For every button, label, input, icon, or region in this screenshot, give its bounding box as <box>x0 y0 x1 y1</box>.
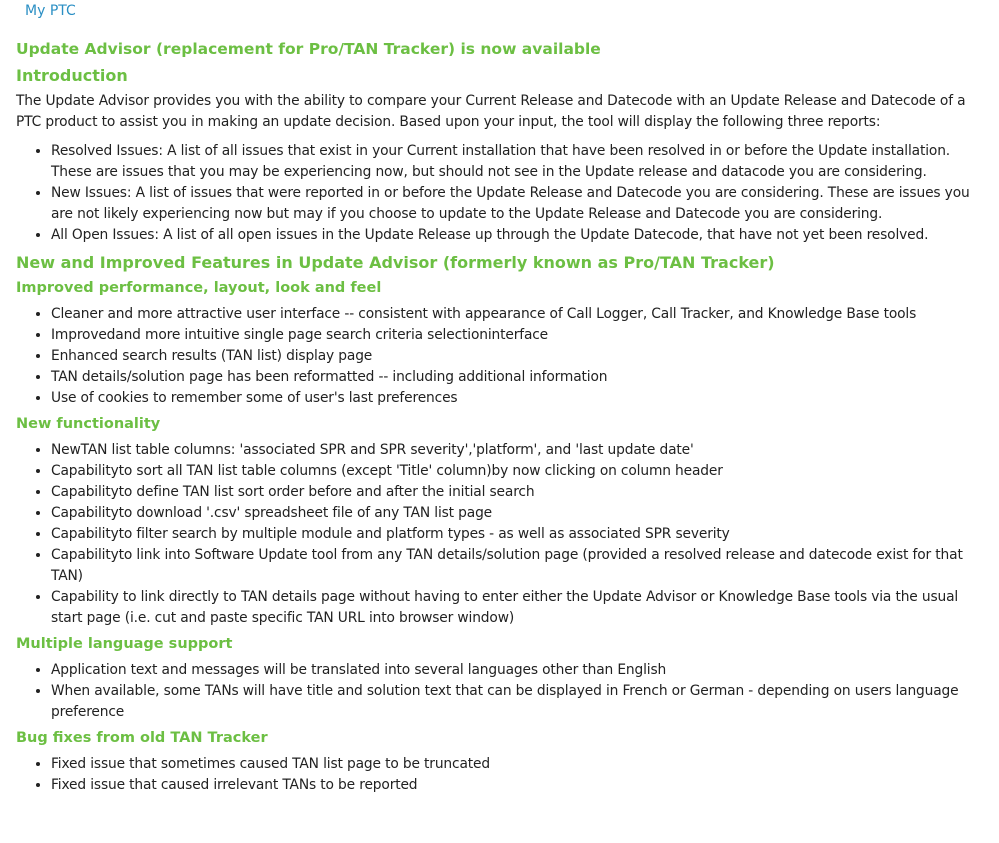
bugfixes-heading: Bug fixes from old TAN Tracker <box>16 730 268 746</box>
functionality-list <box>16 440 976 629</box>
list-item: • Capabilityto link into Software Update tool from any TAN details/solution page (provided a resolved release and datecode exist for that TAN) <box>51 545 976 587</box>
list-item: • New Issues: A list of issues that were reported in or before the Update Release and Datecode you are considering. These are issues you are not likely experiencing now but may if you choose to update to the Update Release and Datecode you are considering. <box>51 183 976 225</box>
list-item: • Capabilityto filter search by multiple module and platform types - as well as associated SPR severity <box>51 524 976 545</box>
list-item: • Enhanced search results (TAN list) display page <box>51 346 976 367</box>
list-item: • Capabilityto sort all TAN list table columns (except 'Title' column)by now clicking on column header <box>51 461 976 482</box>
performance-list <box>16 304 976 409</box>
intro-paragraph: The Update Advisor provides you with the ability to compare your Current Release and Datecode with an Update Release and Datecode of a PTC product to assist you in making an update decision. Based upon your input, the tool will display the following three reports: <box>16 93 966 130</box>
intro-list <box>16 141 976 246</box>
list-item: • Application text and messages will be translated into several languages other than English <box>51 660 976 681</box>
bugfixes-list <box>16 754 976 796</box>
page-title: Update Advisor (replacement for Pro/TAN Tracker) is now available <box>16 40 601 58</box>
list-item: • Fixed issue that caused irrelevant TANs to be reported <box>51 775 976 796</box>
languages-list <box>16 660 976 723</box>
list-item: • Improvedand more intuitive single page search criteria selectioninterface <box>51 325 976 346</box>
list-item: • NewTAN list table columns: 'associated SPR and SPR severity','platform', and 'last update date' <box>51 440 976 461</box>
article <box>16 0 976 798</box>
list-item: • Capability to link directly to TAN details page without having to enter either the Update Advisor or Knowledge Base tools via the usual start page (i.e. cut and paste specific TAN URL into browser window) <box>51 587 976 629</box>
list-item: • Resolved Issues: A list of all issues that exist in your Current installation that have been resolved in or before the Update installation. These are issues that you may be experiencing now, but should not see in the Update release and datacode you are considering. <box>51 141 976 183</box>
list-item: • Fixed issue that sometimes caused TAN list page to be truncated <box>51 754 976 775</box>
list-item: • Capabilityto download '.csv' spreadsheet file of any TAN list page <box>51 503 976 524</box>
intro-heading: Introduction <box>16 66 128 85</box>
list-item: • Use of cookies to remember some of user's last preferences <box>51 388 976 409</box>
list-item: • Capabilityto define TAN list sort order before and after the initial search <box>51 482 976 503</box>
list-item: • All Open Issues: A list of all open issues in the Update Release up through the Update Datecode, that have not yet been resolved. <box>51 225 976 246</box>
breadcrumb-my-ptc[interactable]: My PTC <box>25 3 76 19</box>
features-heading: New and Improved Features in Update Advisor (formerly known as Pro/TAN Tracker) <box>16 253 775 272</box>
list-item: • TAN details/solution page has been reformatted -- including additional information <box>51 367 976 388</box>
list-item: • Cleaner and more attractive user interface -- consistent with appearance of Call Logger, Call Tracker, and Knowledge Base tools <box>51 304 976 325</box>
performance-heading: Improved performance, layout, look and feel <box>16 280 382 296</box>
functionality-heading: New functionality <box>16 416 161 432</box>
list-item: • When available, some TANs will have title and solution text that can be displayed in French or German - depending on users language preference <box>51 681 976 723</box>
languages-heading: Multiple language support <box>16 636 233 652</box>
